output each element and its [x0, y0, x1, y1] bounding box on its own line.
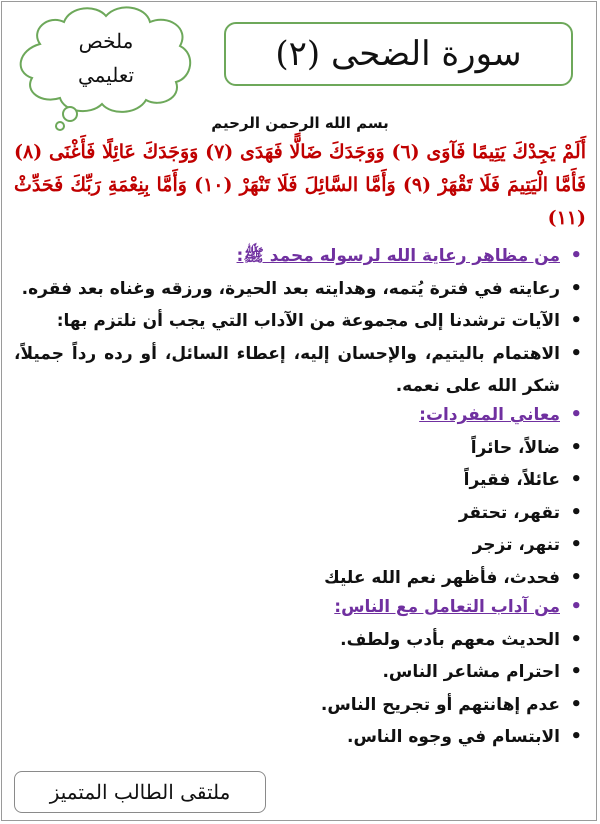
list-item: • احترام مشاعر الناس.: [14, 656, 586, 689]
cloud-label: [36, 24, 176, 92]
section-heading-vocab: • معاني المفردات:: [14, 399, 586, 432]
vocab-section: [14, 399, 586, 594]
footer-label: ملتقى الطالب المتميز: [14, 771, 266, 813]
section-heading-manners: • من آداب التعامل مع الناس:: [14, 591, 586, 624]
list-item: • ضالاً، حائراً: [14, 432, 586, 465]
section-heading-care: • من مظاهر رعاية الله لرسوله محمد ﷺ:: [14, 240, 586, 273]
list-item: • فحدث، فأظهر نعم الله عليك: [14, 562, 586, 595]
care-section: [14, 240, 586, 403]
list-item: • تقهر، تحتقر: [14, 497, 586, 530]
manners-section: [14, 591, 586, 754]
quran-verses: أَلَمْ يَجِدْكَ يَتِيمًا فَآوَى (٦) وَوَجَدَكَ ضَالًّا فَهَدَى (٧) وَوَجَدَكَ عَائِلًا فَأَغْنَى (٨) فَأَمَّا الْيَتِيمَ فَلَا تَقْهَرْ (٩) وَأَمَّا السَّائِلَ فَلَا تَنْهَرْ (١٠) وَأَمَّا بِنِعْمَةِ رَبِّكَ فَحَدِّثْ (١١): [14, 141, 587, 229]
list-item: • الابتسام في وجوه الناس.: [14, 721, 586, 754]
list-item: • الحديث معهم بأدب ولطف.: [14, 624, 586, 657]
cloud-line-2: تعليمي: [77, 63, 135, 87]
basmala: بسم الله الرحمن الرحيم: [211, 114, 389, 132]
list-item: • رعايته في فترة يُتمه، وهدايته بعد الحيرة، ورزقه وغناه بعد فقره.: [14, 273, 586, 306]
list-item: • الاهتمام باليتيم، والإحسان إليه، إعطاء السائل، أو رده رداً جميلاً، شكر الله على نعمه.: [14, 338, 586, 403]
list-item: • عدم إهانتهم أو تجريح الناس.: [14, 689, 586, 722]
list-item: • عائلاً، فقيراً: [14, 464, 586, 497]
list-item: • الآيات ترشدنا إلى مجموعة من الآداب التي يجب أن نلتزم بها:: [14, 305, 586, 338]
cloud-line-1: ملخص: [78, 29, 134, 53]
page-title: سورة الضحى (٢): [224, 22, 573, 86]
list-item: • تنهر، تزجر: [14, 529, 586, 562]
